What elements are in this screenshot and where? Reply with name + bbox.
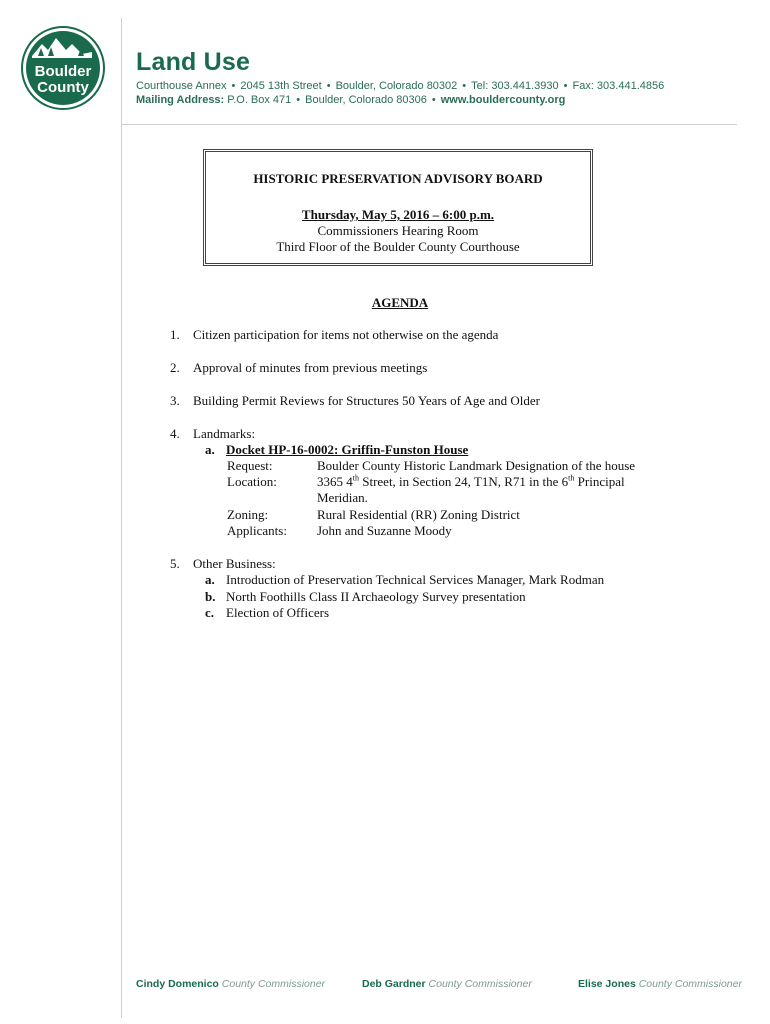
zoning-value: Rural Residential (RR) Zoning District <box>317 507 520 522</box>
boulder-county-logo <box>20 22 106 114</box>
agenda-item: 1. Citizen participation for items not otherwise on the agenda <box>170 327 499 342</box>
meeting-floor: Third Floor of the Boulder County Courthouse <box>276 239 520 254</box>
commissioner-2: Deb Gardner County Commissioner <box>362 978 532 990</box>
website-link[interactable]: www.bouldercounty.org <box>440 94 566 106</box>
phone-number: Tel: 303.441.3930 <box>471 80 559 92</box>
agenda-item: 4. Landmarks: <box>170 426 256 441</box>
meeting-room: Commissioners Hearing Room <box>317 223 479 238</box>
board-title: HISTORIC PRESERVATION ADVISORY BOARD <box>253 171 543 186</box>
fax-number: Fax: 303.441.4856 <box>572 80 665 92</box>
meeting-info-box <box>203 149 593 266</box>
mailing-address-line: Mailing Address: P.O. Box 471 • Boulder, Colorado 80306 • www.bouldercounty.org <box>136 94 566 106</box>
vertical-divider <box>121 18 122 1018</box>
other-business-item: c. Election of Officers <box>205 605 329 620</box>
address-line: Courthouse Annex • 2045 13th Street • Boulder, Colorado 80302 • Tel: 303.441.3930 • Fax: 303.441.4856 <box>136 80 665 92</box>
agenda-item: 2. Approval of minutes from previous meetings <box>170 360 428 375</box>
request-value: Boulder County Historic Landmark Designation of the house <box>317 458 636 473</box>
logo-line2: County <box>37 79 89 96</box>
agenda-item: 5. Other Business: <box>170 556 276 571</box>
mailing-label: Mailing Address: <box>136 94 225 106</box>
logo-line1: Boulder <box>34 63 92 80</box>
zoning-label: Zoning: <box>227 507 269 522</box>
meeting-date: Thursday, May 5, 2016 – 6:00 p.m. <box>301 207 495 222</box>
applicants-value: John and Suzanne Moody <box>317 523 452 538</box>
address-building: Courthouse Annex <box>136 80 227 92</box>
department-title: Land Use <box>136 48 251 76</box>
agenda-item: 3. Building Permit Reviews for Structures 50 Years of Age and Older <box>170 393 540 408</box>
mailing-city: Boulder, Colorado 80306 <box>305 94 427 106</box>
location-value-cont: Meridian. <box>317 490 368 505</box>
landmark-docket: a. Docket HP-16-0002: Griffin-Funston House <box>205 442 469 457</box>
location-value: 3365 4th Street, in Section 24, T1N, R71 in the 6th Principal <box>317 473 625 489</box>
other-business-item: a. Introduction of Preservation Technical Services Manager, Mark Rodman <box>205 572 605 587</box>
other-business-item: b. North Foothills Class II Archaeology Survey presentation <box>205 589 526 604</box>
po-box: P.O. Box 471 <box>227 94 292 106</box>
request-label: Request: <box>227 458 273 473</box>
agenda-title: AGENDA <box>371 295 429 310</box>
commissioner-1: Cindy Domenico County Commissioner <box>136 978 326 990</box>
commissioner-3: Elise Jones County Commissioner <box>578 978 742 990</box>
address-street: 2045 13th Street <box>240 80 322 92</box>
address-city: Boulder, Colorado 80302 <box>335 80 458 92</box>
location-label: Location: <box>227 474 277 489</box>
applicants-label: Applicants: <box>227 523 287 538</box>
header-divider <box>121 124 737 125</box>
